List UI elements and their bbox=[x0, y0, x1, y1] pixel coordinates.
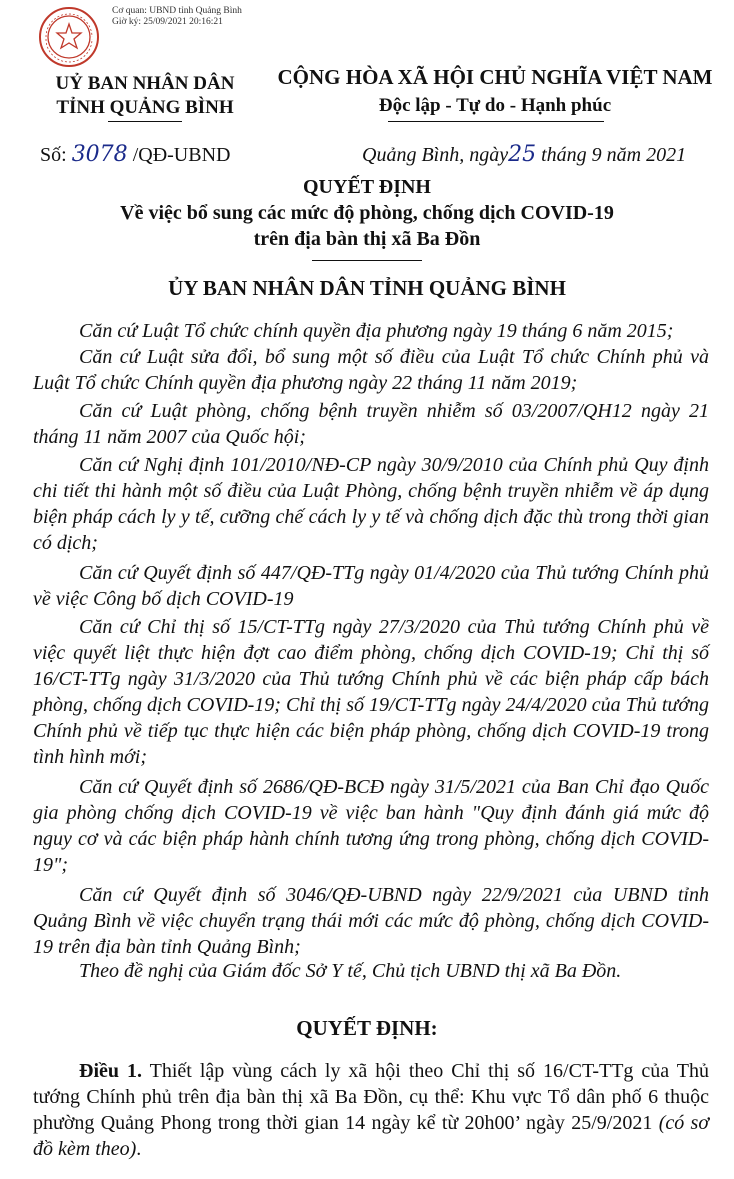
doc-number-prefix: Số: bbox=[40, 144, 67, 166]
title-underline bbox=[312, 260, 422, 261]
national-motto: Độc lập - Tự do - Hạnh phúc bbox=[378, 95, 612, 116]
national-title: CỘNG HÒA XÃ HỘI CHỦ NGHĨA VIỆT NAM bbox=[277, 65, 713, 89]
signature-agency: Cơ quan: UBND tỉnh Quảng Bình bbox=[112, 6, 242, 16]
legal-basis-5: Căn cứ Quyết định số 447/QĐ-TTg ngày 01/4/2020 của Thủ tướng Chính phủ về việc Công bố dịch COVID-19 bbox=[33, 562, 709, 610]
official-seal-icon bbox=[38, 6, 100, 68]
decision-subject-line-2: trên địa bàn thị xã Ba Đồn bbox=[253, 228, 481, 250]
date-day-handwritten: 25 bbox=[508, 142, 537, 167]
org-underline bbox=[108, 121, 182, 122]
decision-title: QUYẾT ĐỊNH bbox=[303, 176, 431, 198]
legal-basis-2: Căn cứ Luật sửa đổi, bổ sung một số điều của Luật Tổ chức Chính phủ và Luật Tổ chức Chính quyền địa phương ngày 22 tháng 11 năm 2019; bbox=[33, 346, 709, 394]
article-1-text: Thiết lập vùng cách ly xã hội theo Chỉ thị số 16/CT-TTg của Thủ tướng Chính phủ trên địa bàn thị xã Ba Đồn, cụ thể: Khu vực Tổ dân phố 6 thuộc phường Quảng Phong trong thời gian 14 ngày kể từ 20h00’ ngày 25/9/2021 bbox=[33, 1060, 710, 1134]
issuing-authority: ỦY BAN NHÂN DÂN TỈNH QUẢNG BÌNH bbox=[168, 276, 566, 300]
org-line-1: UỶ BAN NHÂN DÂN bbox=[55, 73, 235, 94]
legal-basis-7: Căn cứ Quyết định số 2686/QĐ-BCĐ ngày 31/5/2021 của Ban Chỉ đạo Quốc gia phòng chống dịch COVID-19 về việc ban hành "Quy định đánh giá mức độ nguy cơ và các biện pháp hành chính tương ứng trong phòng, chống dịch COVID-19"; bbox=[33, 776, 709, 876]
signature-time: Giờ ký: 25/09/2021 20:16:21 bbox=[112, 17, 223, 27]
digital-signature-info bbox=[112, 6, 242, 28]
date-suffix: tháng 9 năm 2021 bbox=[541, 144, 687, 166]
legal-basis-1: Căn cứ Luật Tổ chức chính quyền địa phương ngày 19 tháng 6 năm 2015; bbox=[79, 320, 674, 342]
decision-heading: QUYẾT ĐỊNH: bbox=[296, 1016, 438, 1040]
legal-basis-8: Căn cứ Quyết định số 3046/QĐ-UBND ngày 22/9/2021 của UBND tỉnh Quảng Bình về việc chuyển trạng thái mới các mức độ phòng, chống dịch COVID-19 trên địa bàn tỉnh Quảng Bình; bbox=[33, 884, 709, 958]
legal-basis-3: Căn cứ Luật phòng, chống bệnh truyền nhiễm số 03/2007/QH12 ngày 21 tháng 11 năm 2007 của Quốc hội; bbox=[33, 400, 709, 448]
proposal-basis: Theo đề nghị của Giám đốc Sở Y tế, Chủ tịch UBND thị xã Ba Đồn. bbox=[79, 960, 622, 982]
article-1 bbox=[33, 1058, 709, 1162]
doc-number-handwritten: 3078 bbox=[71, 142, 128, 167]
date-prefix: Quảng Bình, ngày bbox=[362, 144, 509, 166]
decision-subject-line-1: Về việc bổ sung các mức độ phòng, chống dịch COVID-19 bbox=[120, 202, 614, 224]
document-number bbox=[40, 142, 230, 167]
issuing-organization bbox=[30, 72, 260, 120]
org-line-2: TỈNH QUẢNG BÌNH bbox=[56, 97, 234, 118]
doc-number-suffix: /QĐ-UBND bbox=[132, 144, 231, 166]
legal-basis-4: Căn cứ Nghị định 101/2010/NĐ-CP ngày 30/9/2010 của Chính phủ Quy định chi tiết thi hành một số điều của Luật Phòng, chống bệnh truyền nhiễm về áp dụng biện pháp cách ly y tế, cưỡng chế cách ly y tế và chống dịch đặc thù trong thời gian có dịch; bbox=[33, 454, 709, 554]
article-1-end: . bbox=[136, 1138, 142, 1160]
motto-underline bbox=[388, 121, 604, 122]
place-and-date bbox=[362, 142, 686, 167]
article-1-label: Điều 1. bbox=[79, 1060, 142, 1082]
legal-basis-6: Căn cứ Chỉ thị số 15/CT-TTg ngày 27/3/2020 của Thủ tướng Chính phủ về việc quyết liệt thực hiện đợt cao điểm phòng, chống dịch COVID-19; Chỉ thị số 16/CT-TTg ngày 31/3/2020 của Thủ tướng Chính phủ về các biện pháp cấp bách phòng, chống dịch COVID-19; Chỉ thị số 19/CT-TTg ngày 24/4/2020 của Thủ tướng Chính phủ về tiếp tục thực hiện các biện pháp phòng, chống dịch COVID-19 trong tình hình mới; bbox=[33, 616, 709, 768]
article-1-note: (có sơ đồ kèm theo) bbox=[33, 1112, 710, 1160]
